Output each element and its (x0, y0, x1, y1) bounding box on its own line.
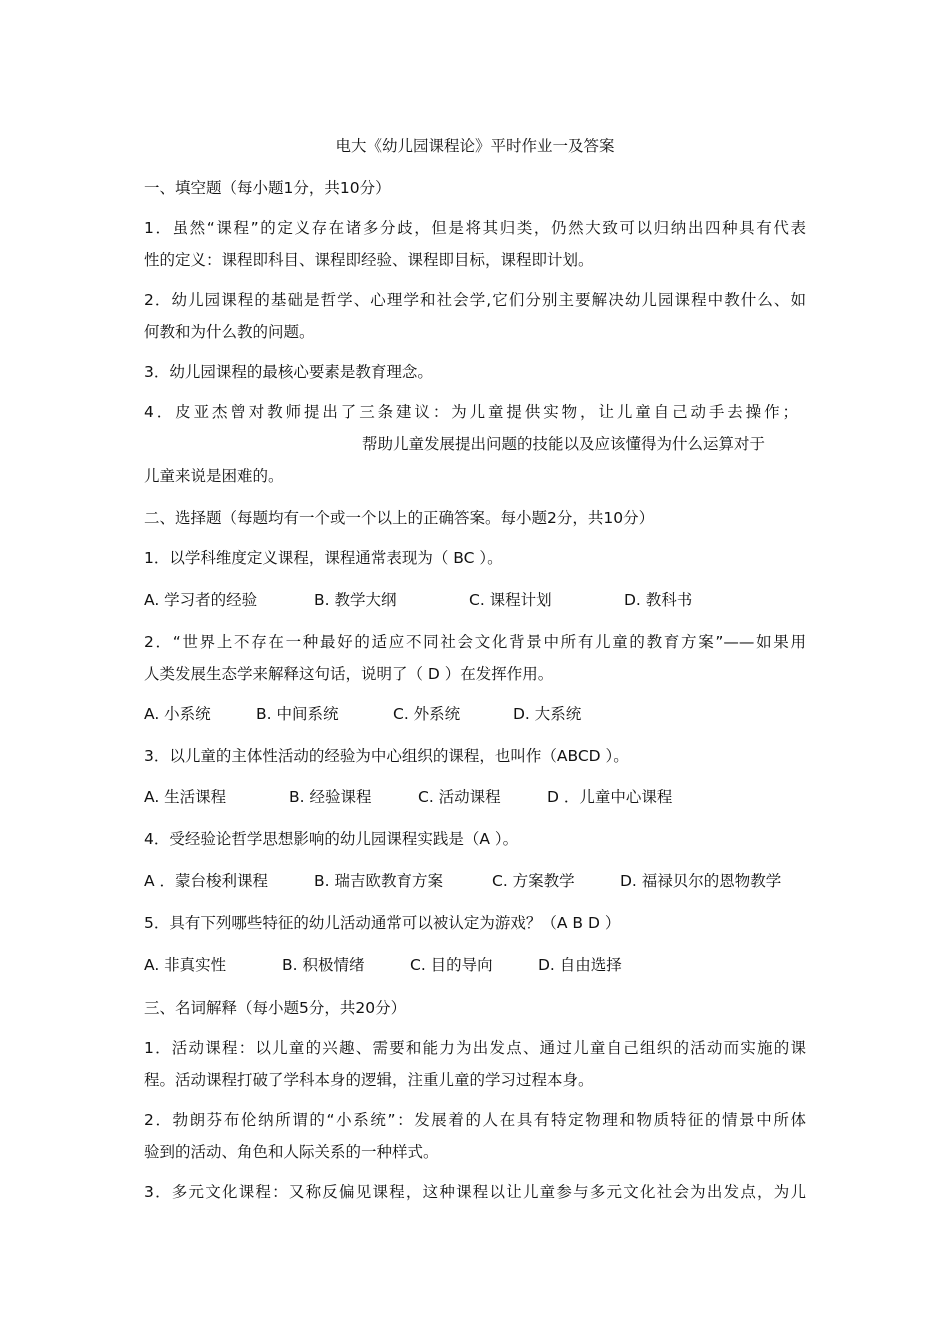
fill-blank-q3: 3．幼儿园课程的最核心要素是教育理念。 (144, 363, 433, 381)
document-title: 电大《幼儿园课程论》平时作业一及答案 (335, 137, 615, 155)
fill-blank-q1-line1: 1．虽然“课程”的定义存在诸多分歧，但是将其归类，仍然大致可以归纳出四种具有代表 (144, 219, 806, 237)
option-d: D. 自由选择 (538, 956, 622, 974)
term-q1-line2: 程。活动课程打破了学科本身的逻辑，注重儿童的学习过程本身。 (144, 1071, 594, 1089)
choice-q1-options (144, 590, 692, 610)
choice-q1: 1．以学科维度定义课程，课程通常表现为（ BC ）。 (144, 549, 503, 567)
option-b: B. 中间系统 (256, 705, 339, 723)
term-q3-line1: 3．多元文化课程：又称反偏见课程，这种课程以让儿童参与多元文化社会为出发点，为儿 (144, 1183, 806, 1201)
option-a: A. 非真实性 (144, 956, 227, 974)
option-c: C. 方案教学 (492, 872, 575, 890)
option-b: B. 积极情绪 (282, 956, 365, 974)
option-a: A. 小系统 (144, 705, 211, 723)
choice-q3: 3．以儿童的主体性活动的经验为中心组织的课程，也叫作（ABCD ）。 (144, 747, 629, 765)
option-a: A ．蒙台梭利课程 (144, 872, 269, 890)
option-d: D ．儿童中心课程 (547, 788, 673, 806)
section-1-heading: 一、填空题（每小题1分，共10分） (144, 179, 391, 197)
choice-q2-line2: 人类发展生态学来解释这句话，说明了（ D ）在发挥作用。 (144, 665, 554, 683)
term-q1-line1: 1．活动课程：以儿童的兴趣、需要和能力为出发点、通过儿童自己组织的活动而实施的课 (144, 1039, 806, 1057)
option-d: D. 大系统 (513, 705, 582, 723)
option-d: D. 福禄贝尔的恩物教学 (620, 872, 782, 890)
fill-blank-q2-line1: 2．幼儿园课程的基础是哲学、心理学和社会学,它们分别主要解决幼儿园课程中教什么、如 (144, 291, 806, 309)
option-c: C. 目的导向 (410, 956, 493, 974)
choice-q3-options (144, 787, 672, 807)
fill-blank-q2-line2: 何教和为什么教的问题。 (144, 323, 315, 341)
choice-q5: 5．具有下列哪些特征的幼儿活动通常可以被认定为游戏？（A B D ） (144, 914, 621, 932)
option-c: C. 活动课程 (418, 788, 501, 806)
option-b: B. 经验课程 (289, 788, 372, 806)
section-2-heading: 二、选择题（每题均有一个或一个以上的正确答案。每小题2分，共10分） (144, 509, 655, 527)
option-a: A. 学习者的经验 (144, 591, 258, 609)
choice-q2-options (144, 704, 581, 724)
choice-q4: 4．受经验论哲学思想影响的幼儿园课程实践是（A ）。 (144, 830, 519, 848)
fill-blank-q4-line1: 4．皮亚杰曾对教师提出了三条建议：为儿童提供实物，让儿童自己动手去操作； (144, 403, 798, 421)
fill-blank-q4-line3: 儿童来说是困难的。 (144, 467, 284, 485)
section-3-heading: 三、名词解释（每小题5分，共20分） (144, 999, 407, 1017)
option-b: B. 瑞吉欧教育方案 (314, 872, 443, 890)
choice-q2-line1: 2．“世界上不存在一种最好的适应不同社会文化背景中所有儿童的教育方案”——如果用 (144, 633, 806, 651)
option-c: C. 外系统 (393, 705, 461, 723)
fill-blank-q1-line2: 性的定义：课程即科目、课程即经验、课程即目标，课程即计划。 (144, 251, 594, 269)
choice-q5-options (144, 955, 622, 975)
option-d: D. 教科书 (624, 591, 693, 609)
option-c: C. 课程计划 (469, 591, 552, 609)
choice-q4-options (144, 871, 781, 891)
option-a: A. 生活课程 (144, 788, 227, 806)
term-q2-line2: 验到的活动、角色和人际关系的一种样式。 (144, 1143, 439, 1161)
term-q2-line1: 2．勃朗芬布伦纳所谓的“小系统”：发展着的人在具有特定物理和物质特征的情景中所体 (144, 1111, 806, 1129)
fill-blank-q4-line2: 帮助儿童发展提出问题的技能以及应该懂得为什么运算对于 (362, 435, 766, 453)
option-b: B. 教学大纲 (314, 591, 397, 609)
